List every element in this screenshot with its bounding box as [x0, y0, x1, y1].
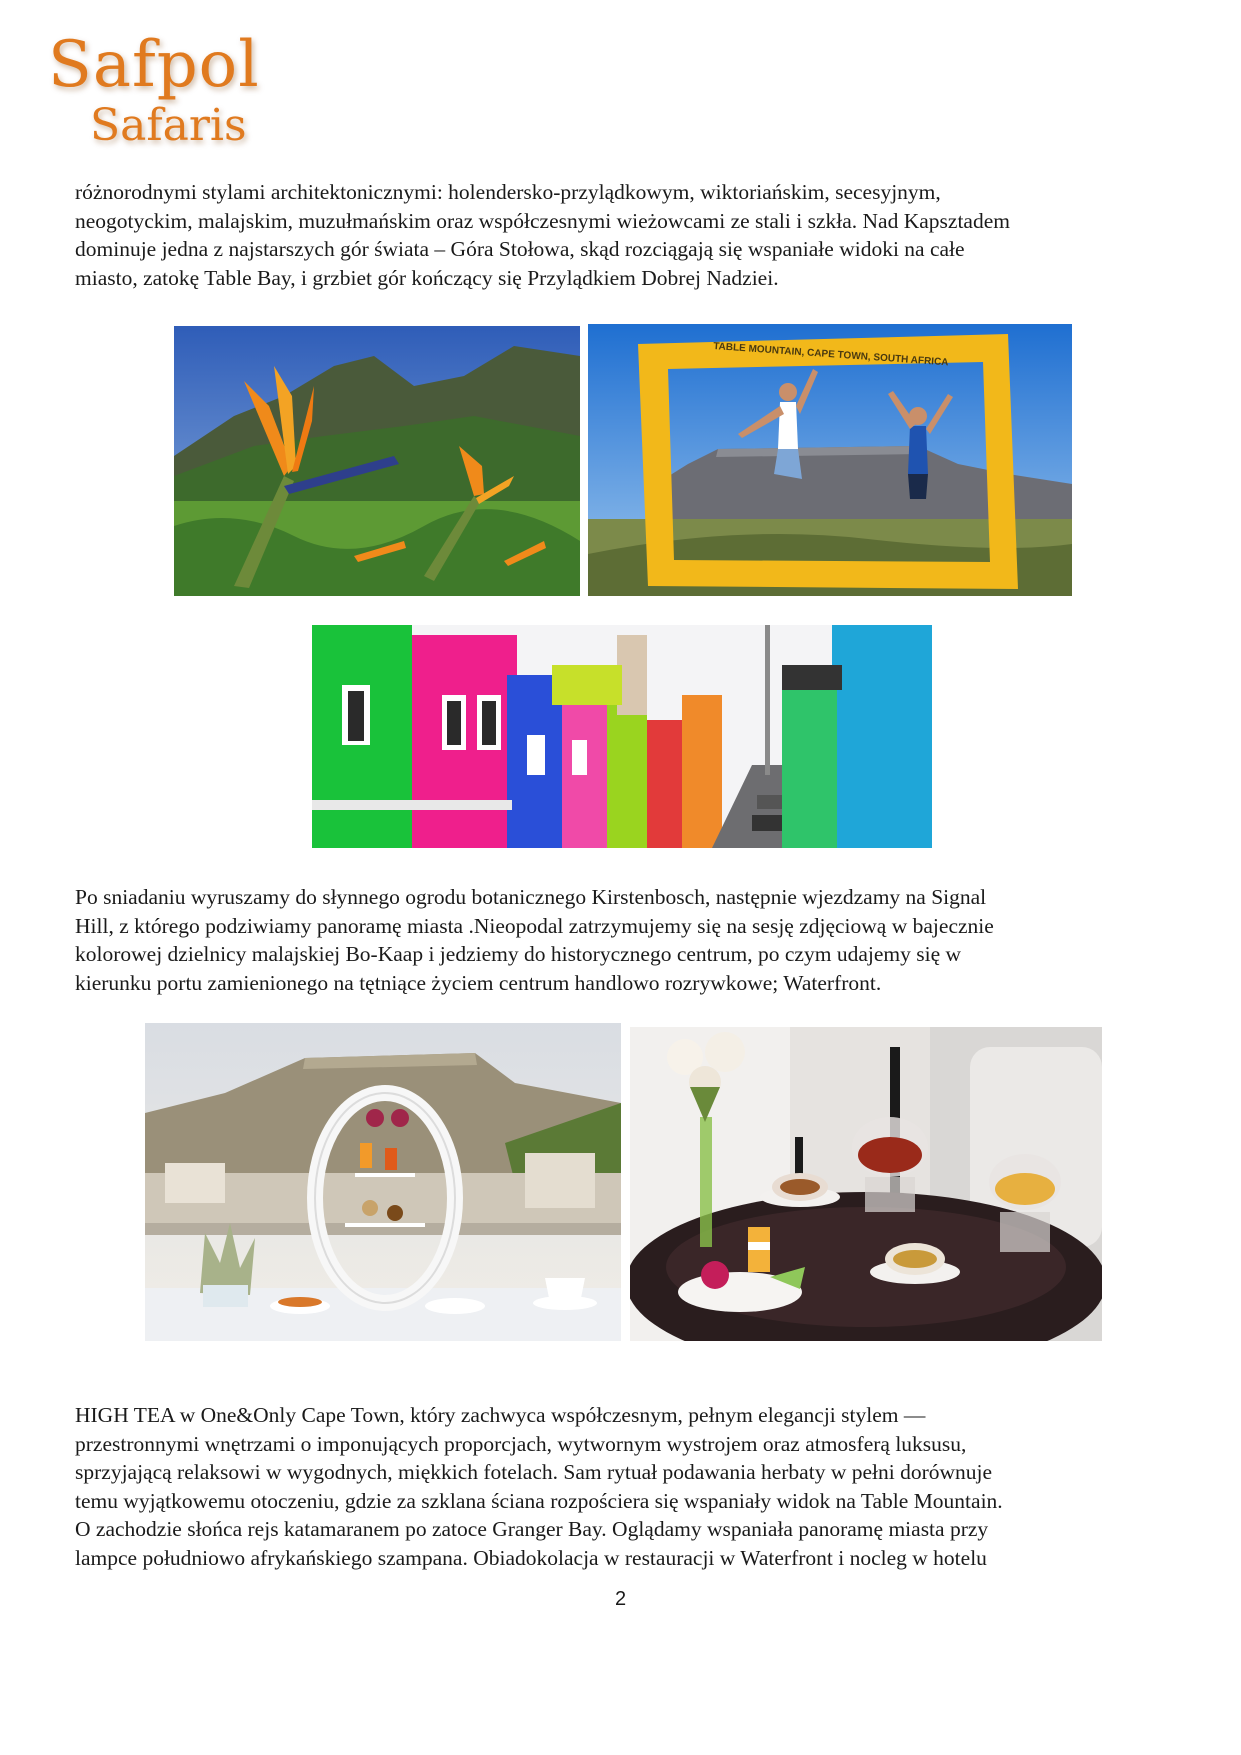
- photo-tea-pots: [630, 1027, 1102, 1341]
- safpol-safaris-logo: [40, 28, 260, 158]
- paragraph-itinerary: [75, 883, 1175, 997]
- paragraph-high-tea: [75, 1401, 1175, 1573]
- logo-line-2: Safaris: [90, 100, 247, 151]
- paragraph-architecture: [75, 178, 1175, 292]
- text-line: lampce południowo afrykańskiego szampana. Obiadokolacja w restauracji w Waterfront i nocleg w hotelu: [75, 1545, 987, 1570]
- text-line: Hill, z którego podziwiamy panoramę miasta .Nieopodal zatrzymujemy się na sesję zdjęciową w bajecznie: [75, 913, 994, 938]
- text-line: HIGH TEA w One&Only Cape Town, który zachwyca współczesnym, pełnym elegancji stylem —: [75, 1403, 926, 1427]
- text-line: kierunku portu zamienionego na tętniące życiem centrum handlowo rozrywkowe; Waterfront.: [75, 970, 882, 995]
- text-line: sprzyjającą relaksowi w wygodnych, miękkich fotelach. Sam rytuał podawania herbaty w pełni dorównuje: [75, 1460, 993, 1485]
- text-line: temu wyjątkowemu otoczeniu, gdzie za szklana ściana rozpościera się wspaniały widok na Table Mountain.: [75, 1488, 1003, 1513]
- page-number: 2: [614, 1588, 627, 1610]
- text-line: O zachodzie słońca rejs katamaranem po zatoce Granger Bay. Oglądamy wspaniała panoramę miasta przy: [75, 1517, 989, 1542]
- text-line: Po sniadaniu wyruszamy do słynnego ogrodu botanicznego Kirstenbosch, następnie wjezdzamy na Signal: [75, 885, 987, 909]
- text-line: przestronnymi wnętrzami o imponujących proporcjach, wytwornym wystrojem oraz atmosferą luksusu,: [75, 1431, 967, 1456]
- text-line: kolorowej dzielnicy malajskiej Bo-Kaap i jedziemy do historycznego centrum, po czym udajemy się w: [75, 942, 962, 967]
- logo-line-1: Safpol: [48, 28, 260, 102]
- text-line: miasto, zatokę Table Bay, i grzbiet gór kończący się Przylądkiem Dobrej Nadziei.: [75, 265, 779, 290]
- photo-table-mountain-frame: [588, 324, 1072, 596]
- photo-bo-kaap-houses: [312, 625, 932, 848]
- text-line: neogotyckim, malajskim, muzułmańskim oraz współczesnymi wieżowcami ze stali i szkła. Nad Kapsztadem: [75, 208, 1010, 233]
- photo-high-tea-terrace: [145, 1023, 621, 1341]
- frame-sign-text: TABLE MOUNTAIN, CAPE TOWN, SOUTH AFRICA: [712, 340, 949, 369]
- text-line: dominuje jedna z najstarszych gór świata – Góra Stołowa, skąd rozciągają się wspaniałe widoki na całe: [75, 237, 965, 262]
- text-line: różnorodnymi stylami architektonicznymi: holendersko-przylądkowym, wiktoriańskim, secesyjnym,: [75, 180, 941, 204]
- photo-kirstenbosch-flowers: [174, 326, 580, 596]
